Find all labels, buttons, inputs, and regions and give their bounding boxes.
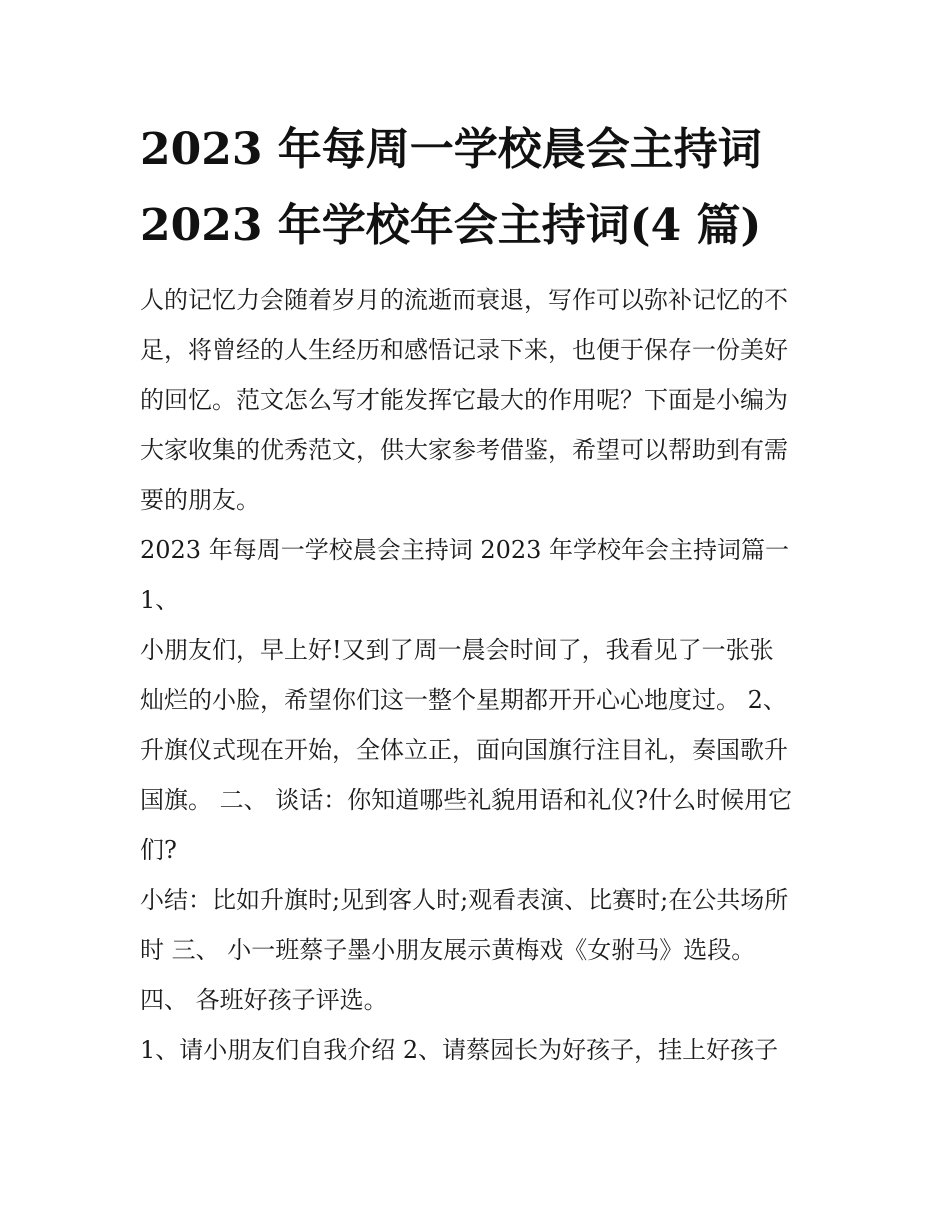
body-line: 的回忆。范文怎么写才能发挥它最大的作用呢？下面是小编为 (140, 386, 788, 414)
title-line-1: 2023 年每周一学校晨会主持词 (140, 124, 762, 175)
body-line: 人的记忆力会随着岁月的流逝而衰退，写作可以弥补记忆的不 (140, 286, 788, 314)
title-line-2: 2023 年学校年会主持词(4 篇) (140, 200, 762, 251)
body-line: 1、请小朋友们自我介绍 2、请蔡园长为好孩子，挂上好孩子 (140, 1036, 779, 1064)
document-body (140, 275, 820, 1075)
document-title (140, 112, 840, 264)
body-line: 四、 各班好孩子评选。 (140, 986, 388, 1014)
body-line: 足，将曾经的人生经历和感悟记录下来，也便于保存一份美好 (140, 336, 788, 364)
body-line: 们? (140, 836, 177, 864)
body-line: 要的朋友。 (140, 486, 260, 514)
body-line: 大家收集的优秀范文，供大家参考借鉴，希望可以帮助到有需 (140, 436, 788, 464)
body-line: 1、 (140, 586, 180, 614)
body-line: 国旗。 二、 谈话：你知道哪些礼貌用语和礼仪?什么时候用它 (140, 786, 793, 814)
body-line: 灿烂的小脸，希望你们这一整个星期都开开心心地度过。 2、 (140, 686, 787, 714)
section-heading: 2023 年每周一学校晨会主持词 2023 年学校年会主持词篇一 (140, 536, 790, 564)
body-line: 升旗仪式现在开始，全体立正，面向国旗行注目礼，奏国歌升 (140, 736, 788, 764)
body-line: 时 三、 小一班蔡子墨小朋友展示黄梅戏《女驸马》选段。 (140, 936, 756, 964)
body-line: 小结：比如升旗时;见到客人时;观看表演、比赛时;在公共场所 (140, 886, 789, 914)
body-line: 小朋友们，早上好!又到了周一晨会时间了，我看见了一张张 (140, 636, 774, 664)
